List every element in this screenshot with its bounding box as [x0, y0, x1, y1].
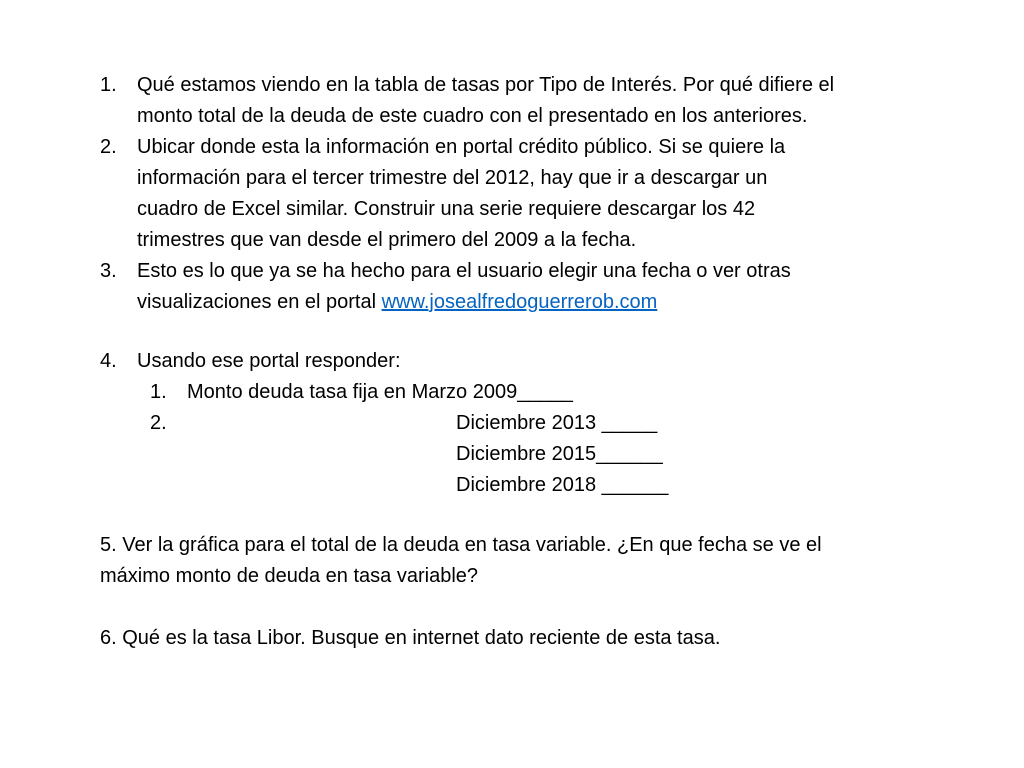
item-4-number: 4.	[100, 350, 117, 372]
item-5-line-2: máximo monto de deuda en tasa variable?	[100, 565, 479, 587]
item-3-line-2-prefix: visualizaciones en el portal	[137, 291, 382, 313]
item-2-line-1: Ubicar donde esta la información en portal crédito público. Si se quiere la	[137, 136, 786, 158]
item-1-number: 1.	[100, 74, 117, 96]
item-3-line-2	[137, 287, 657, 318]
item-4-date-3: Diciembre 2018 ______	[456, 474, 669, 496]
item-2-line-4: trimestres que van desde el primero del 2009 a la fecha.	[137, 229, 637, 251]
item-5-line-1: 5. Ver la gráfica para el total de la deuda en tasa variable. ¿En que fecha se ve el	[100, 534, 822, 556]
item-2-line-2: información para el tercer trimestre del 2012, hay que ir a descargar un	[137, 167, 768, 189]
item-4-sub-2-number: 2.	[150, 412, 167, 434]
item-2-line-3: cuadro de Excel similar. Construir una serie requiere descargar los 42	[137, 198, 756, 220]
item-1-line-1: Qué estamos viendo en la tabla de tasas por Tipo de Interés. Por qué difiere el	[137, 74, 835, 96]
portal-link[interactable]: www.josealfredoguerrerob.com	[381, 291, 658, 313]
item-4-date-2: Diciembre 2015______	[456, 443, 663, 465]
item-3-line-1: Esto es lo que ya se ha hecho para el usuario elegir una fecha o ver otras	[137, 260, 791, 282]
item-4-sub-1-text: Monto deuda tasa fija en Marzo 2009_____	[187, 381, 573, 403]
item-1-line-2: monto total de la deuda de este cuadro con el presentado en los anteriores.	[137, 105, 808, 127]
item-3-number: 3.	[100, 260, 117, 282]
item-6-text: 6. Qué es la tasa Libor. Busque en internet dato reciente de esta tasa.	[100, 627, 721, 649]
item-4-date-1: Diciembre 2013 _____	[456, 412, 658, 434]
item-4-text: Usando ese portal responder:	[137, 350, 401, 372]
item-2-number: 2.	[100, 136, 117, 158]
item-4-sub-1-number: 1.	[150, 381, 167, 403]
